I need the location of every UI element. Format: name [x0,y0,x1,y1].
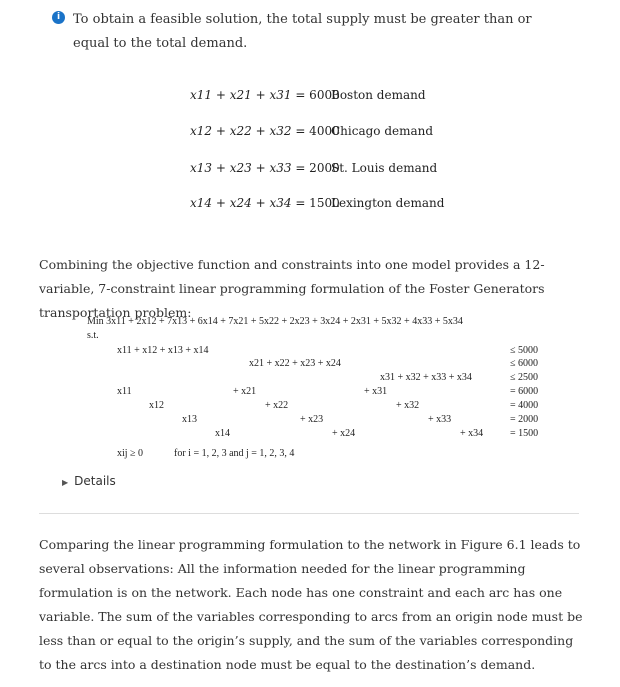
demand-equation-stlouis: x13 + x23 + x33 = 2000 [190,161,340,175]
supply-rhs-1: ≤ 5000 [510,345,538,356]
supply-constraint-2: x21 + x22 + x23 + x24 [249,358,341,369]
subject-to-label: s.t. [87,330,99,341]
demand-term-a: x13 [182,414,197,425]
nonnegativity-constraint: xij ≥ 0 [117,448,144,459]
divider [39,513,579,514]
supply-rhs-2: ≤ 6000 [510,358,538,369]
index-domain: for i = 1, 2, 3 and j = 1, 2, 3, 4 [174,448,295,459]
demand-equation-boston: x11 + x21 + x31 = 6000 [190,88,340,102]
details-label: Details [74,474,116,488]
demand-rhs-1: = 6000 [510,386,539,397]
demand-rhs-4: = 1500 [510,428,539,439]
supply-constraint-1: x11 + x12 + x13 + x14 [117,345,209,356]
demand-term-c: + x31 [364,386,388,397]
demand-term-b: + x23 [300,414,324,425]
objective-function: Min 3x11 + 2x12 + 7x13 + 6x14 + 7x21 + 5x22 + 2x23 + 3x24 + 2x31 + 5x32 + 4x33 + 5x34 [87,316,463,327]
supply-constraint-3: x31 + x32 + x33 + x34 [380,372,472,383]
demand-label-stlouis: St. Louis demand [331,161,438,175]
demand-term-b: + x24 [332,428,356,439]
demand-label-boston: Boston demand [331,88,426,102]
demand-term-b: + x22 [265,400,289,411]
supply-rhs-3: ≤ 2500 [510,372,538,383]
info-icon: i [52,11,65,24]
demand-term-c: + x32 [396,400,420,411]
comparing-paragraph: Comparing the linear programming formulation to the network in Figure 6.1 leads to several observations: All the information needed for the linear programming formulation is on the network. Each node has one constraint and each arc has one variable. The sum of the variables corresponding to arcs from an origin node must be less than or equal to the origin’s supply, and the sum of the variables corresponding to the arcs into a destination node must be equal to the destination’s demand. [39,537,583,672]
details-toggle[interactable] [62,474,116,488]
info-note-text: To obtain a feasible solution, the total supply must be greater than or equal to the total demand. [73,12,532,51]
demand-term-a: x12 [149,400,164,411]
demand-term-c: + x33 [428,414,452,425]
demand-term-c: + x34 [460,428,484,439]
demand-equation-lexington: x14 + x24 + x34 = 1500 [190,196,340,210]
demand-rhs-3: = 2000 [510,414,539,425]
demand-label-chicago: Chicago demand [331,124,434,138]
demand-equation-chicago: x12 + x22 + x32 = 4000 [190,124,340,138]
combining-paragraph: Combining the objective function and constraints into one model provides a 12-variable, 7-constraint linear programming formulation of the Foster Generators transportation problem: [39,257,545,320]
demand-term-a: x14 [215,428,230,439]
demand-label-lexington: Lexington demand [331,196,445,210]
demand-term-a: x11 [117,386,132,397]
demand-rhs-2: = 4000 [510,400,539,411]
caret-right-icon: ▶ [62,478,69,487]
demand-term-b: + x21 [233,386,257,397]
